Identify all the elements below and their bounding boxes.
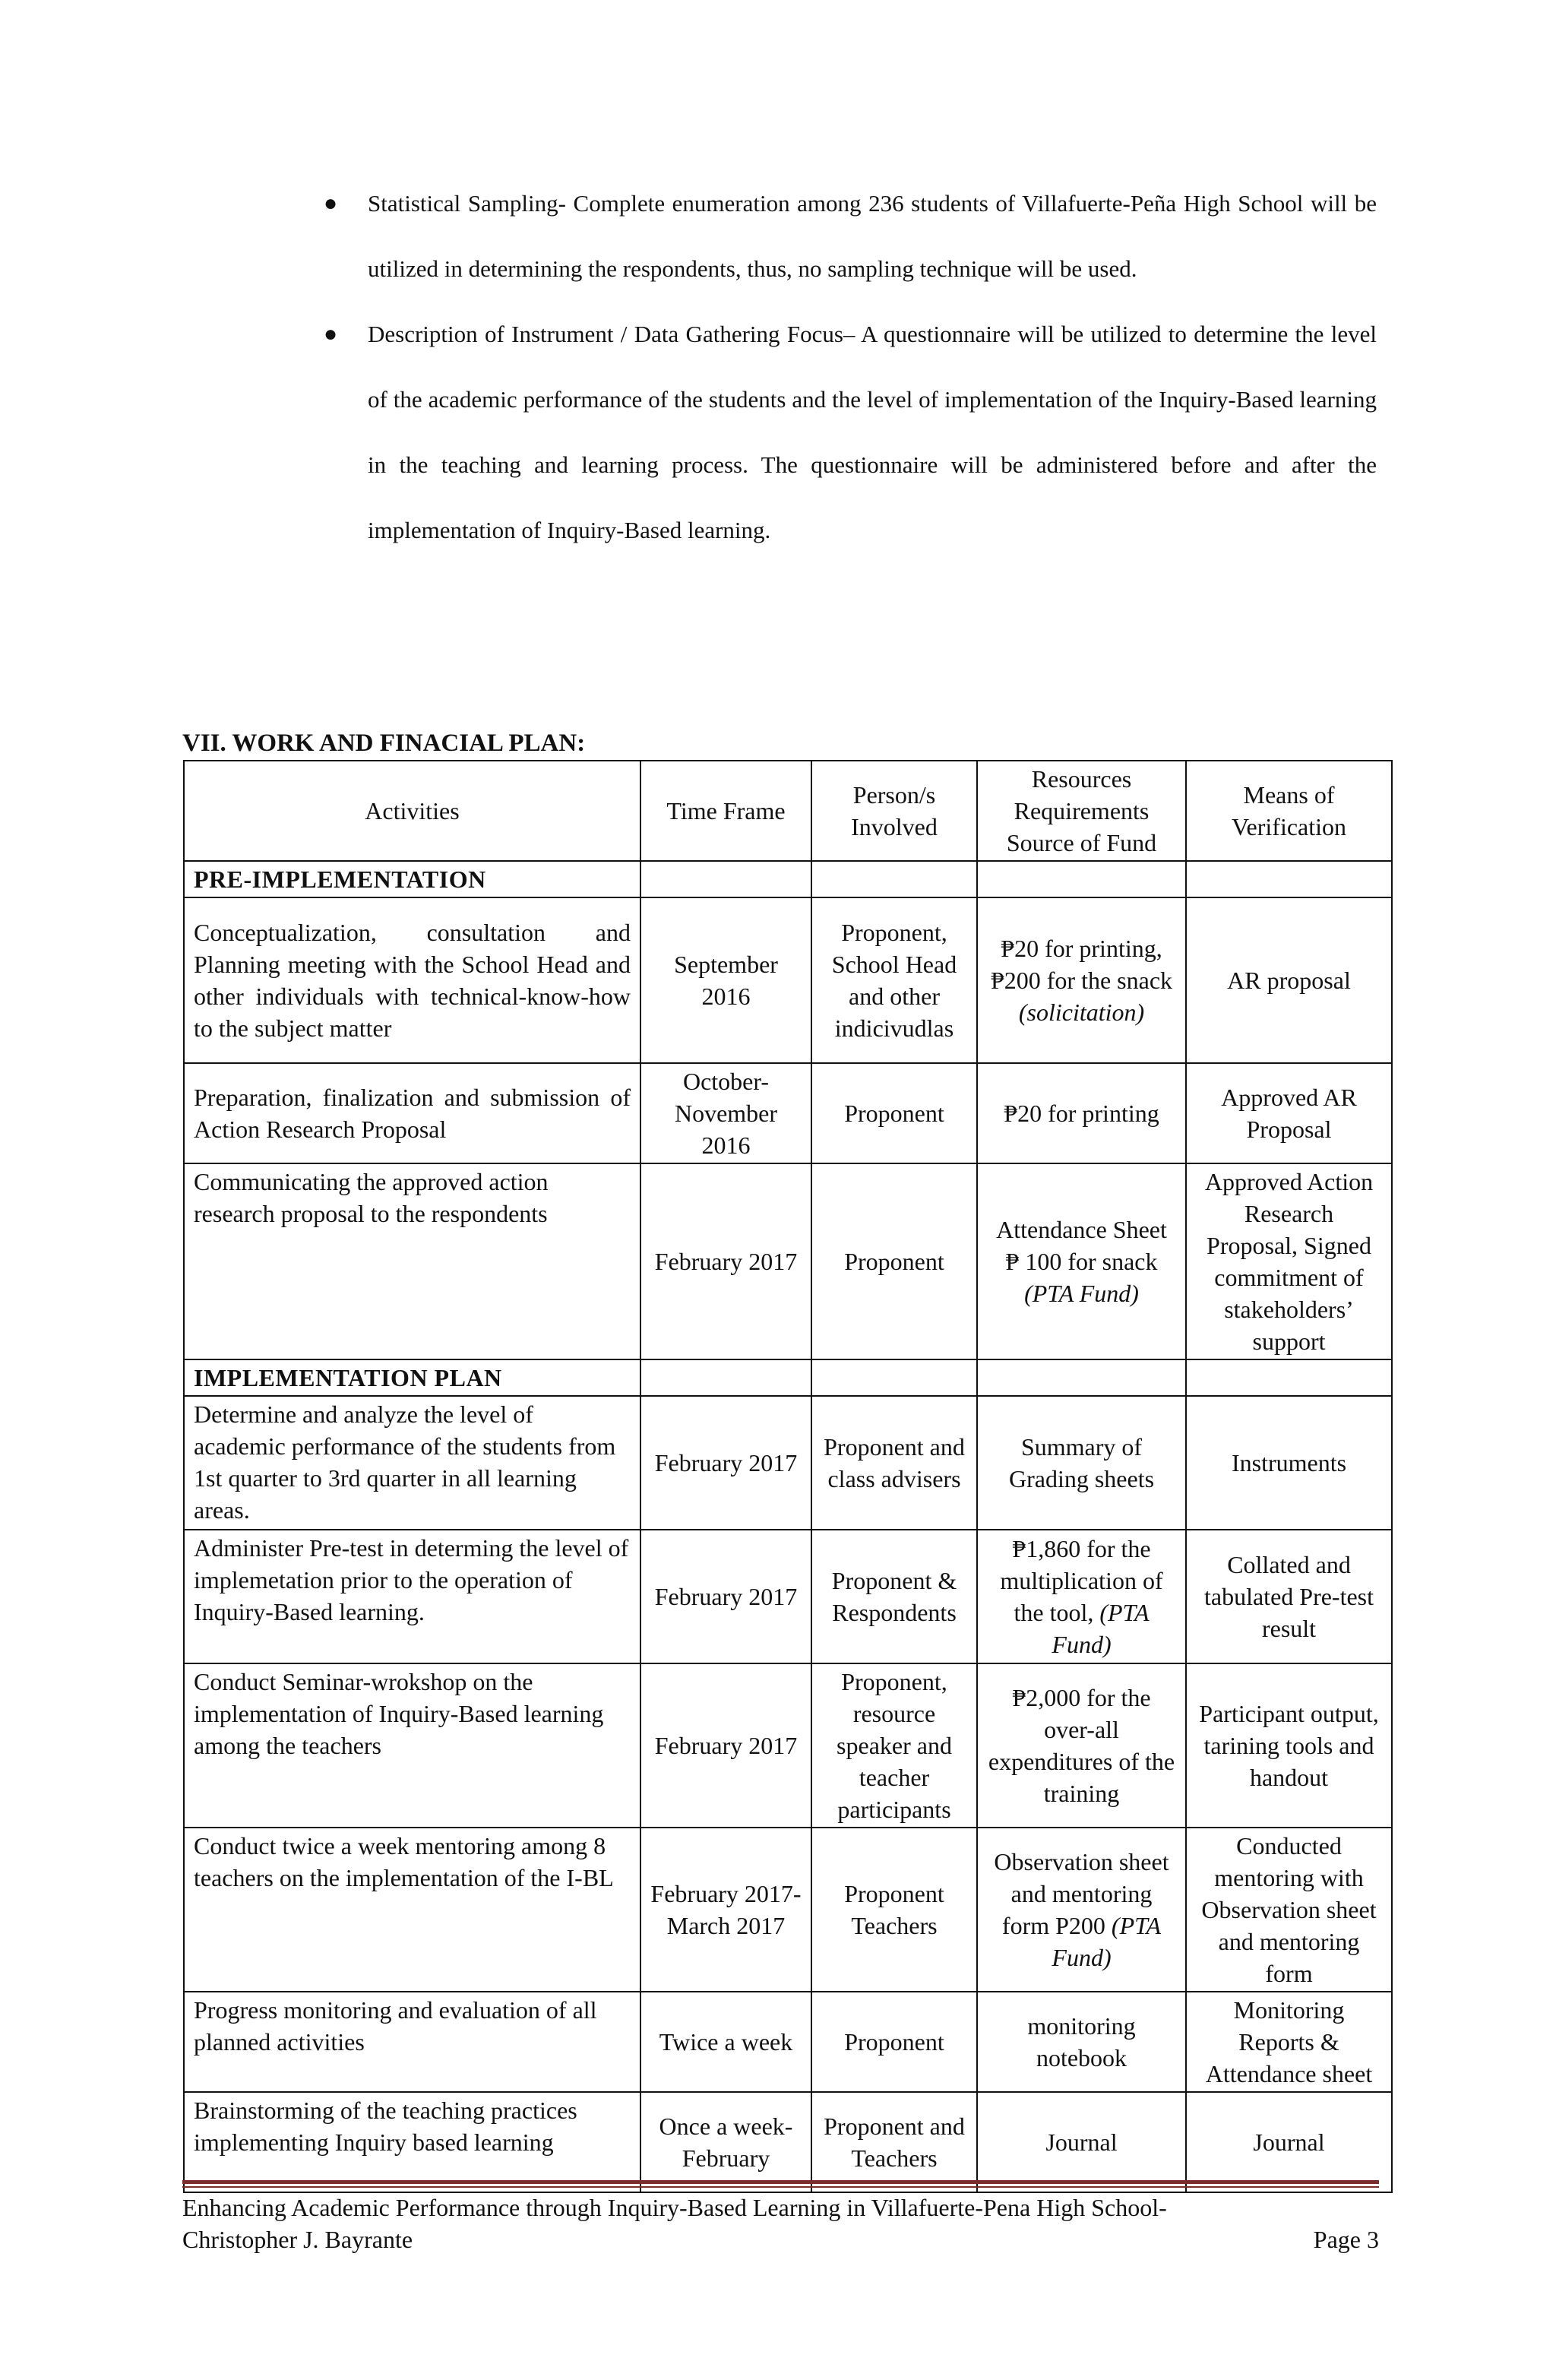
table-row — [184, 1663, 1392, 1828]
bullet-text: Statistical Sampling- Complete enumeration among 236 students of Villafuerte-Peña High School will be utilized in determining the respondents, thus, no sampling technique will be used. — [368, 190, 1377, 282]
bullet-dot-icon: ● — [323, 191, 338, 216]
header-activities: Activities — [184, 761, 640, 861]
resources-cell: monitoring notebook — [977, 1992, 1186, 2092]
resources-cell: ₱20 for printing — [977, 1063, 1186, 1163]
means-cell: Approved AR Proposal — [1186, 1063, 1392, 1163]
time-frame-cell: Once a week-February — [640, 2092, 811, 2192]
time-frame-cell: Twice a week — [640, 1992, 811, 2092]
activity-cell: Communicating the approved action research proposal to the respondents — [184, 1163, 640, 1359]
persons-cell: Proponent — [811, 1992, 977, 2092]
table-row — [184, 1163, 1392, 1359]
table-row — [184, 1063, 1392, 1163]
persons-cell: Proponent and Teachers — [811, 2092, 977, 2192]
persons-cell: Proponent — [811, 1063, 977, 1163]
resources-cell: ₱1,860 for the multiplication of the tool, (PTA Fund) — [977, 1530, 1186, 1663]
resources-cell: Summary of Grading sheets — [977, 1396, 1186, 1530]
means-cell: Monitoring Reports & Attendance sheet — [1186, 1992, 1392, 2092]
resources-cell: ₱20 for printing, ₱200 for the snack (solicitation) — [977, 897, 1186, 1063]
phase-row — [184, 861, 1392, 897]
bullet-dot-icon: ● — [323, 321, 338, 347]
persons-cell: Proponent, School Head and other indicivudlas — [811, 897, 977, 1063]
table-row — [184, 897, 1392, 1063]
means-cell: Approved Action Research Proposal, Signed commitment of stakeholders’ support — [1186, 1163, 1392, 1359]
means-cell: AR proposal — [1186, 897, 1392, 1063]
persons-cell: Proponent Teachers — [811, 1828, 977, 1992]
resources-cell: Attendance Sheet ₱ 100 for snack (PTA Fund) — [977, 1163, 1186, 1359]
footer-title: Enhancing Academic Performance through Inquiry-Based Learning in Villafuerte-Pena High School- — [182, 2194, 1167, 2221]
bullet-text: Description of Instrument / Data Gathering Focus– A questionnaire will be utilized to determine the level of the academic performance of the students and the level of implementation of the Inquiry-Based learning in the teaching and learning process. The questionnaire will be administered before and after the implementation of Inquiry-Based learning. — [368, 321, 1377, 543]
resources-cell: Journal — [977, 2092, 1186, 2192]
time-frame-cell: February 2017 — [640, 1396, 811, 1530]
activity-cell: Conduct Seminar-wrokshop on the implementation of Inquiry-Based learning among the teachers — [184, 1663, 640, 1828]
activity-cell: Administer Pre-test in determing the level of implemetation prior to the operation of Inquiry-Based learning. — [184, 1530, 640, 1663]
section-heading: VII. WORK AND FINACIAL PLAN: — [182, 730, 586, 757]
means-cell: Instruments — [1186, 1396, 1392, 1530]
footer-divider — [182, 2186, 1379, 2188]
bullet-item — [319, 302, 1377, 563]
resources-cell: Observation sheet and mentoring form P200 (PTA Fund) — [977, 1828, 1186, 1992]
header-means: Means of Verification — [1186, 761, 1392, 861]
means-cell: Participant output, tarining tools and handout — [1186, 1663, 1392, 1828]
activity-cell: Determine and analyze the level of academic performance of the students from 1st quarter to 3rd quarter in all learning areas. — [184, 1396, 640, 1530]
table-row — [184, 2092, 1392, 2192]
work-financial-plan-table — [183, 760, 1393, 2193]
time-frame-cell: February 2017 — [640, 1163, 811, 1359]
time-frame-cell: February 2017 — [640, 1663, 811, 1828]
table-row — [184, 1396, 1392, 1530]
persons-cell: Proponent — [811, 1163, 977, 1359]
page-number: Page 3 — [1313, 2226, 1379, 2253]
header-persons: Person/s Involved — [811, 761, 977, 861]
resources-cell: ₱2,000 for the over-all expenditures of the training — [977, 1663, 1186, 1828]
page-footer — [182, 2192, 1379, 2255]
table-row — [184, 1530, 1392, 1663]
time-frame-cell: February 2017 — [640, 1530, 811, 1663]
footer-author: Christopher J. Bayrante — [182, 2226, 413, 2253]
activity-cell: Conduct twice a week mentoring among 8 teachers on the implementation of the I-BL — [184, 1828, 640, 1992]
means-cell: Conducted mentoring with Observation sheet and mentoring form — [1186, 1828, 1392, 1992]
bullet-item — [319, 171, 1377, 302]
persons-cell: Proponent & Respondents — [811, 1530, 977, 1663]
means-cell: Collated and tabulated Pre-test result — [1186, 1530, 1392, 1663]
activity-cell: Brainstorming of the teaching practices implementing Inquiry based learning — [184, 2092, 640, 2192]
bullet-list — [319, 171, 1377, 563]
table-row — [184, 1992, 1392, 2092]
header-resources: Resources Requirements Source of Fund — [977, 761, 1186, 861]
persons-cell: Proponent and class advisers — [811, 1396, 977, 1530]
phase-label: PRE-IMPLEMENTATION — [184, 861, 640, 897]
activity-cell: Conceptualization, consultation and Planning meeting with the School Head and other individuals with technical-know-how to the subject matter — [184, 897, 640, 1063]
time-frame-cell: February 2017-March 2017 — [640, 1828, 811, 1992]
persons-cell: Proponent, resource speaker and teacher participants — [811, 1663, 977, 1828]
table-row — [184, 1828, 1392, 1992]
phase-label: IMPLEMENTATION PLAN — [184, 1359, 640, 1396]
footer-divider — [182, 2180, 1379, 2184]
time-frame-cell: October-November 2016 — [640, 1063, 811, 1163]
activity-cell: Preparation, finalization and submission of Action Research Proposal — [184, 1063, 640, 1163]
table-header-row — [184, 761, 1392, 861]
phase-row — [184, 1359, 1392, 1396]
header-time-frame: Time Frame — [640, 761, 811, 861]
means-cell: Journal — [1186, 2092, 1392, 2192]
activity-cell: Progress monitoring and evaluation of all planned activities — [184, 1992, 640, 2092]
time-frame-cell: September 2016 — [640, 897, 811, 1063]
